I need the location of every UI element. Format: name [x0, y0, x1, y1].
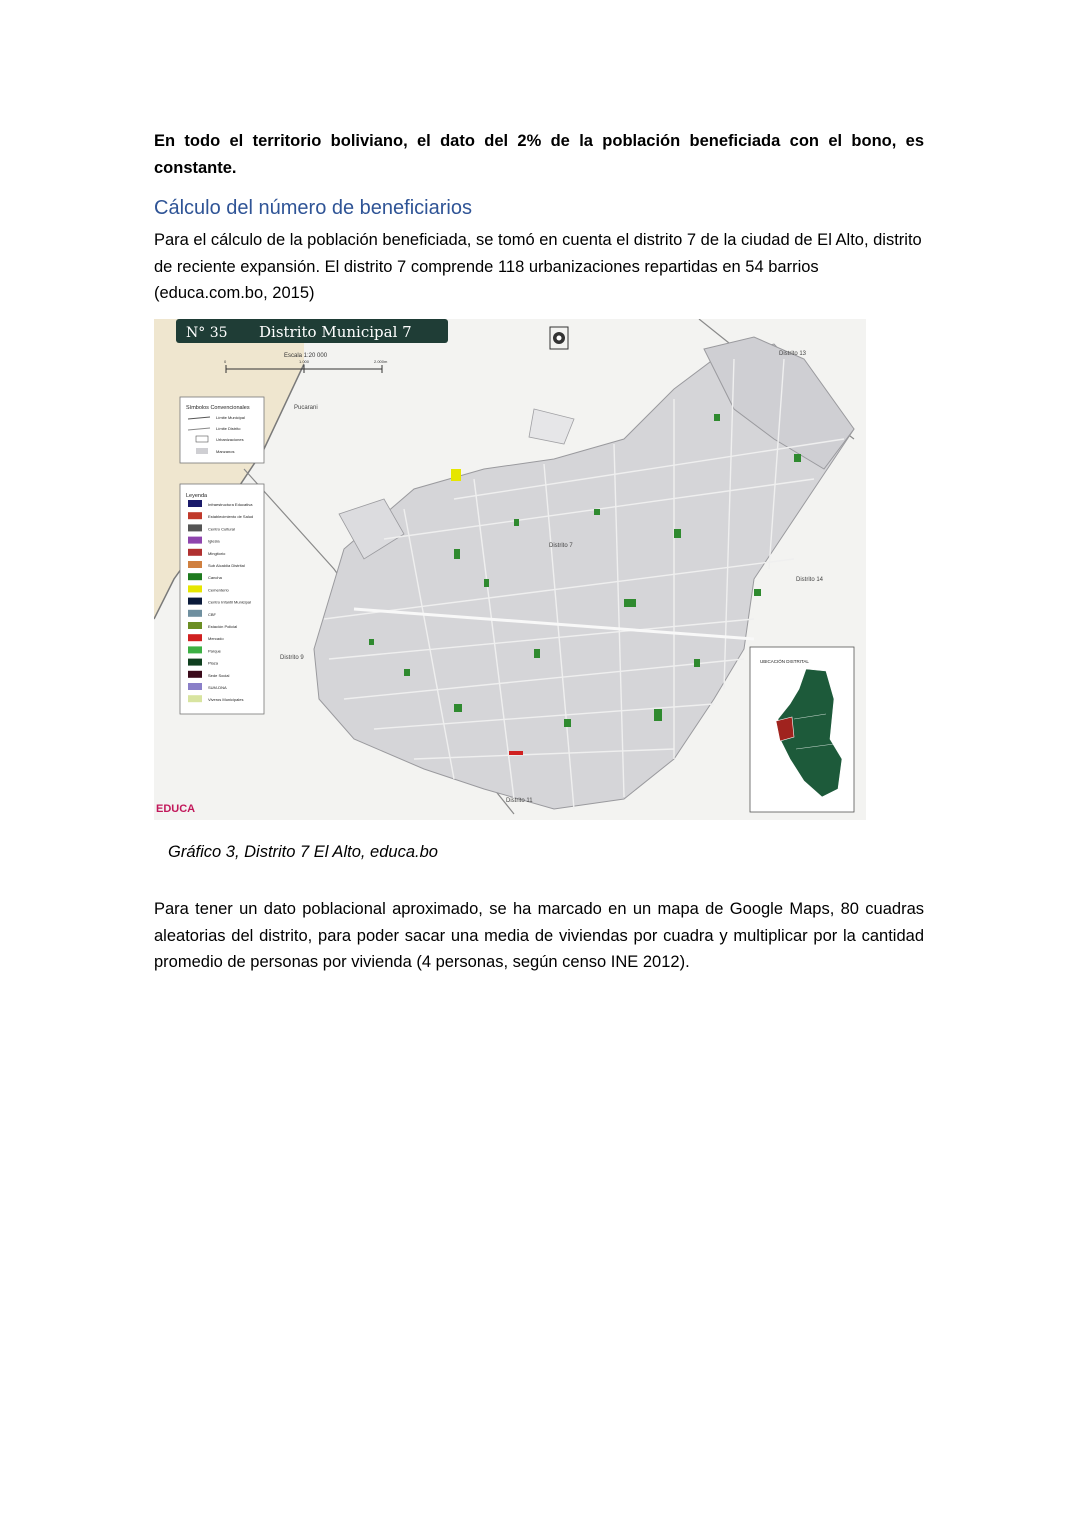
- legend-label: Centro Cultural: [208, 526, 235, 532]
- symbol-label: Límite Municipal: [216, 415, 245, 420]
- legend-label: Infraestructura Educativa: [208, 502, 253, 507]
- legend-swatch: [188, 512, 202, 519]
- place-label: Distrito 13: [779, 351, 807, 357]
- scale-tick: 0: [224, 359, 227, 364]
- section-heading: Cálculo del número de beneficiarios: [154, 197, 472, 219]
- legend-swatch: [188, 549, 202, 556]
- place-label: Distrito 9: [280, 655, 304, 661]
- paragraph-methodology: Para tener un dato poblacional aproximado, se ha marcado en un mapa de Google Maps, 80 cuadras aleatorias del distrito, para poder sacar una media de viviendas por cuadra y multiplicar por la cantidad promedio de personas por vivienda (4 personas, según censo INE 2012).: [154, 900, 924, 971]
- legend-swatch: [188, 537, 202, 544]
- figure-caption: Gráfico 3, Distrito 7 El Alto, educa.bo: [168, 843, 438, 861]
- legend-label: Centro Infantil Municipal: [208, 599, 251, 605]
- legend-swatch: [188, 622, 202, 629]
- legend-swatch: [188, 659, 202, 666]
- legend-swatch: [188, 671, 202, 678]
- legend-label: Sede Social: [208, 672, 230, 678]
- educa-logo: EDUCA: [156, 803, 196, 815]
- symbol-label: Límite Distrito: [216, 426, 241, 431]
- legend-swatch: [188, 585, 202, 592]
- place-label: Distrito 14: [796, 577, 824, 583]
- map-title-banner: [176, 319, 448, 343]
- place-label: Distrito 11: [506, 798, 533, 804]
- legend-label: Sub Alcaldía Distrital: [208, 563, 245, 568]
- legend-swatch: [188, 598, 202, 605]
- legend-swatch: [188, 573, 202, 580]
- legend-swatch: [188, 561, 202, 568]
- symbol-label: Manzanos: [216, 449, 235, 454]
- paragraph-district-description: Para el cálculo de la población beneficiada, se tomó en cuenta el distrito 7 de la ciudad de El Alto, distrito de reciente expansión. El distrito 7 comprende 118 urbanizaciones repartidas en 54 barrios (educa.com.bo, 2015): [154, 231, 922, 302]
- legend-label: Cancha: [208, 575, 222, 581]
- map-title: Distrito Municipal 7: [259, 323, 412, 341]
- legend-label: Plaza: [208, 660, 219, 666]
- legend-label: Estación Policial: [208, 624, 238, 629]
- legend-label: Cementerio: [208, 587, 229, 593]
- intro-bold-paragraph: En todo el territorio boliviano, el dato del 2% de la población beneficiada con el bono, es constante.: [154, 132, 924, 177]
- scale-tick: 1.000: [299, 359, 310, 364]
- legend-swatch: [188, 500, 202, 507]
- legend-label: Establecimiento de Salud: [208, 514, 254, 520]
- legend-label: SUM-DNA: [208, 685, 227, 690]
- legend-swatch: [188, 683, 202, 690]
- legend-label: Viveros Municipales: [208, 697, 244, 703]
- legend-swatch: [188, 646, 202, 653]
- map-number: N° 35: [186, 325, 228, 341]
- symbol-label: Urbanizaciones: [216, 437, 244, 442]
- legend-label: Parque: [208, 648, 221, 654]
- legend-label: CBF: [208, 611, 216, 617]
- inset-title: UBICACIÓN DISTRITAL: [760, 659, 809, 664]
- scale-tick: 2.000m: [374, 359, 388, 364]
- legend-swatch: [188, 634, 202, 641]
- district-map-image: [154, 319, 866, 820]
- legend-label: Mingitorio: [208, 550, 226, 556]
- symbols-title: Símbolos Convencionales: [186, 405, 250, 411]
- legend-swatch: [188, 610, 202, 617]
- legend-swatch: [188, 695, 202, 702]
- legend-title: Leyenda: [186, 493, 208, 499]
- location-inset: [750, 647, 854, 812]
- district-map-figure: [154, 319, 866, 820]
- scale-label: Escala 1:20 000: [284, 353, 328, 359]
- place-label: Distrito 7: [549, 543, 573, 549]
- legend-label: Mercado: [208, 636, 224, 642]
- legend-box: [180, 484, 264, 714]
- legend-swatch: [188, 524, 202, 531]
- legend-label: Iglesia: [208, 538, 220, 544]
- symbols-box: [180, 397, 264, 463]
- place-label: Pucarani: [294, 405, 318, 411]
